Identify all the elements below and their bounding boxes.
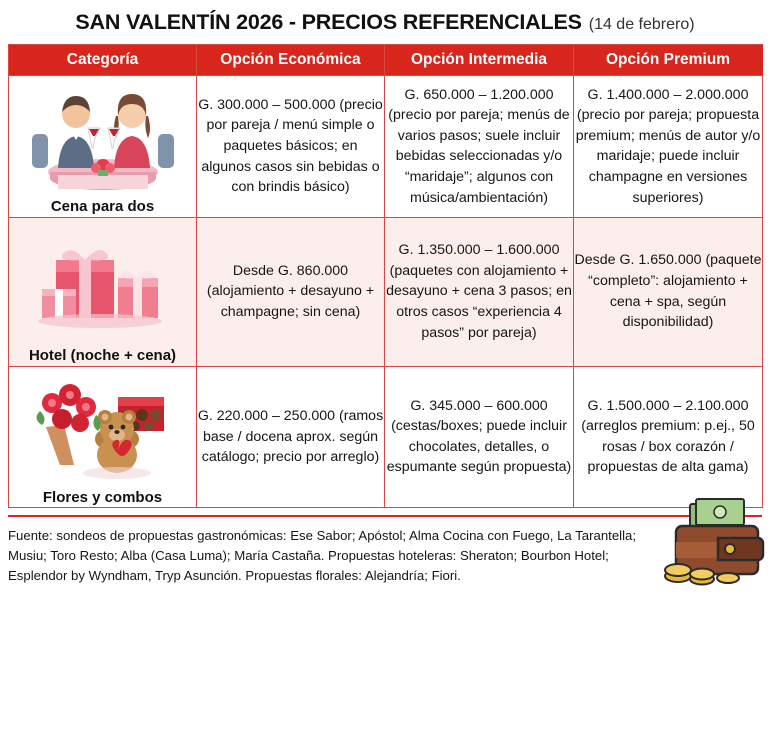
category-label: Flores y combos: [42, 488, 163, 506]
footer-source-text: Fuente: sondeos de propuestas gastronómicas: Ese Sabor; Apóstol; Alma Cocina con Fuego, La Tarantella; Musiu; Toro Resto; Alba (Casa Luma); María Castaña. Propuestas hoteleras: Sheraton; Bourbon Hotel; Esplendor by Wyndham, Tryp Asunción. Propuestas florales: Alejandría; Fiori.: [8, 528, 637, 583]
table-row: [9, 217, 763, 366]
category-cell-hotel: [9, 217, 197, 366]
column-header-intermedia: Opción Intermedia: [385, 45, 574, 76]
category-label: Cena para dos: [50, 198, 155, 215]
column-header-premium: Opción Premium: [574, 45, 763, 76]
page-title: [8, 0, 762, 44]
cell-hotel-intermedia: G. 1.350.000 – 1.600.000 (paquetes con alojamiento + desayuno + cena 3 pasos; en otros casos “experiencia 4 pasos” por pareja): [385, 217, 574, 366]
table-row: [9, 76, 763, 218]
wallet-with-money-icon: [656, 498, 766, 592]
cell-flores-premium: G. 1.500.000 – 2.100.000 (arreglos premium: p.ej., 50 rosas / box corazón / propuestas de alta gama): [574, 366, 763, 508]
cell-hotel-premium: Desde G. 1.650.000 (paquete “completo”: alojamiento + cena + spa, según disponibilidad): [574, 217, 763, 366]
cell-flores-economica: G. 220.000 – 250.000 (ramos base / docena aprox. según catálogo; precio por arreglo): [197, 366, 385, 508]
flowers-teddy-chocolates-icon: [9, 367, 196, 485]
page-title-sub: (14 de febrero): [588, 16, 695, 33]
cell-cena-premium: G. 1.400.000 – 2.000.000 (precio por pareja; propuesta premium; menús de autor y/o maridaje; puede incluir champagne en versiones superiores): [574, 76, 763, 218]
category-cell-flores: [9, 366, 197, 508]
footer: [8, 517, 762, 585]
cell-hotel-economica: Desde G. 860.000 (alojamiento + desayuno + champagne; sin cena): [197, 217, 385, 366]
column-header-economica: Opción Económica: [197, 45, 385, 76]
table-row: [9, 366, 763, 508]
cell-cena-intermedia: G. 650.000 – 1.200.000 (precio por pareja; menús de varios pasos; suele incluir bebidas seleccionadas y/o “maridaje”; algunos con música/ambientación): [385, 76, 574, 218]
cell-cena-economica: G. 300.000 – 500.000 (precio por pareja / menú simple o paquetes básicos; en algunos casos sin bebidas o con brindis básico): [197, 76, 385, 218]
page-title-main: SAN VALENTÍN 2026 - PRECIOS REFERENCIALES: [75, 10, 582, 34]
cell-flores-intermedia: G. 345.000 – 600.000 (cestas/boxes; puede incluir chocolates, detalles, o espumante según propuesta): [385, 366, 574, 508]
gift-boxes-icon: [9, 218, 196, 343]
prices-table: [8, 44, 763, 508]
category-label: Hotel (noche + cena): [28, 346, 177, 364]
table-header-row: [9, 45, 763, 76]
romantic-dinner-icon: [9, 76, 196, 194]
category-cell-cena: [9, 76, 197, 218]
column-header-categoria: Categoría: [9, 45, 197, 76]
